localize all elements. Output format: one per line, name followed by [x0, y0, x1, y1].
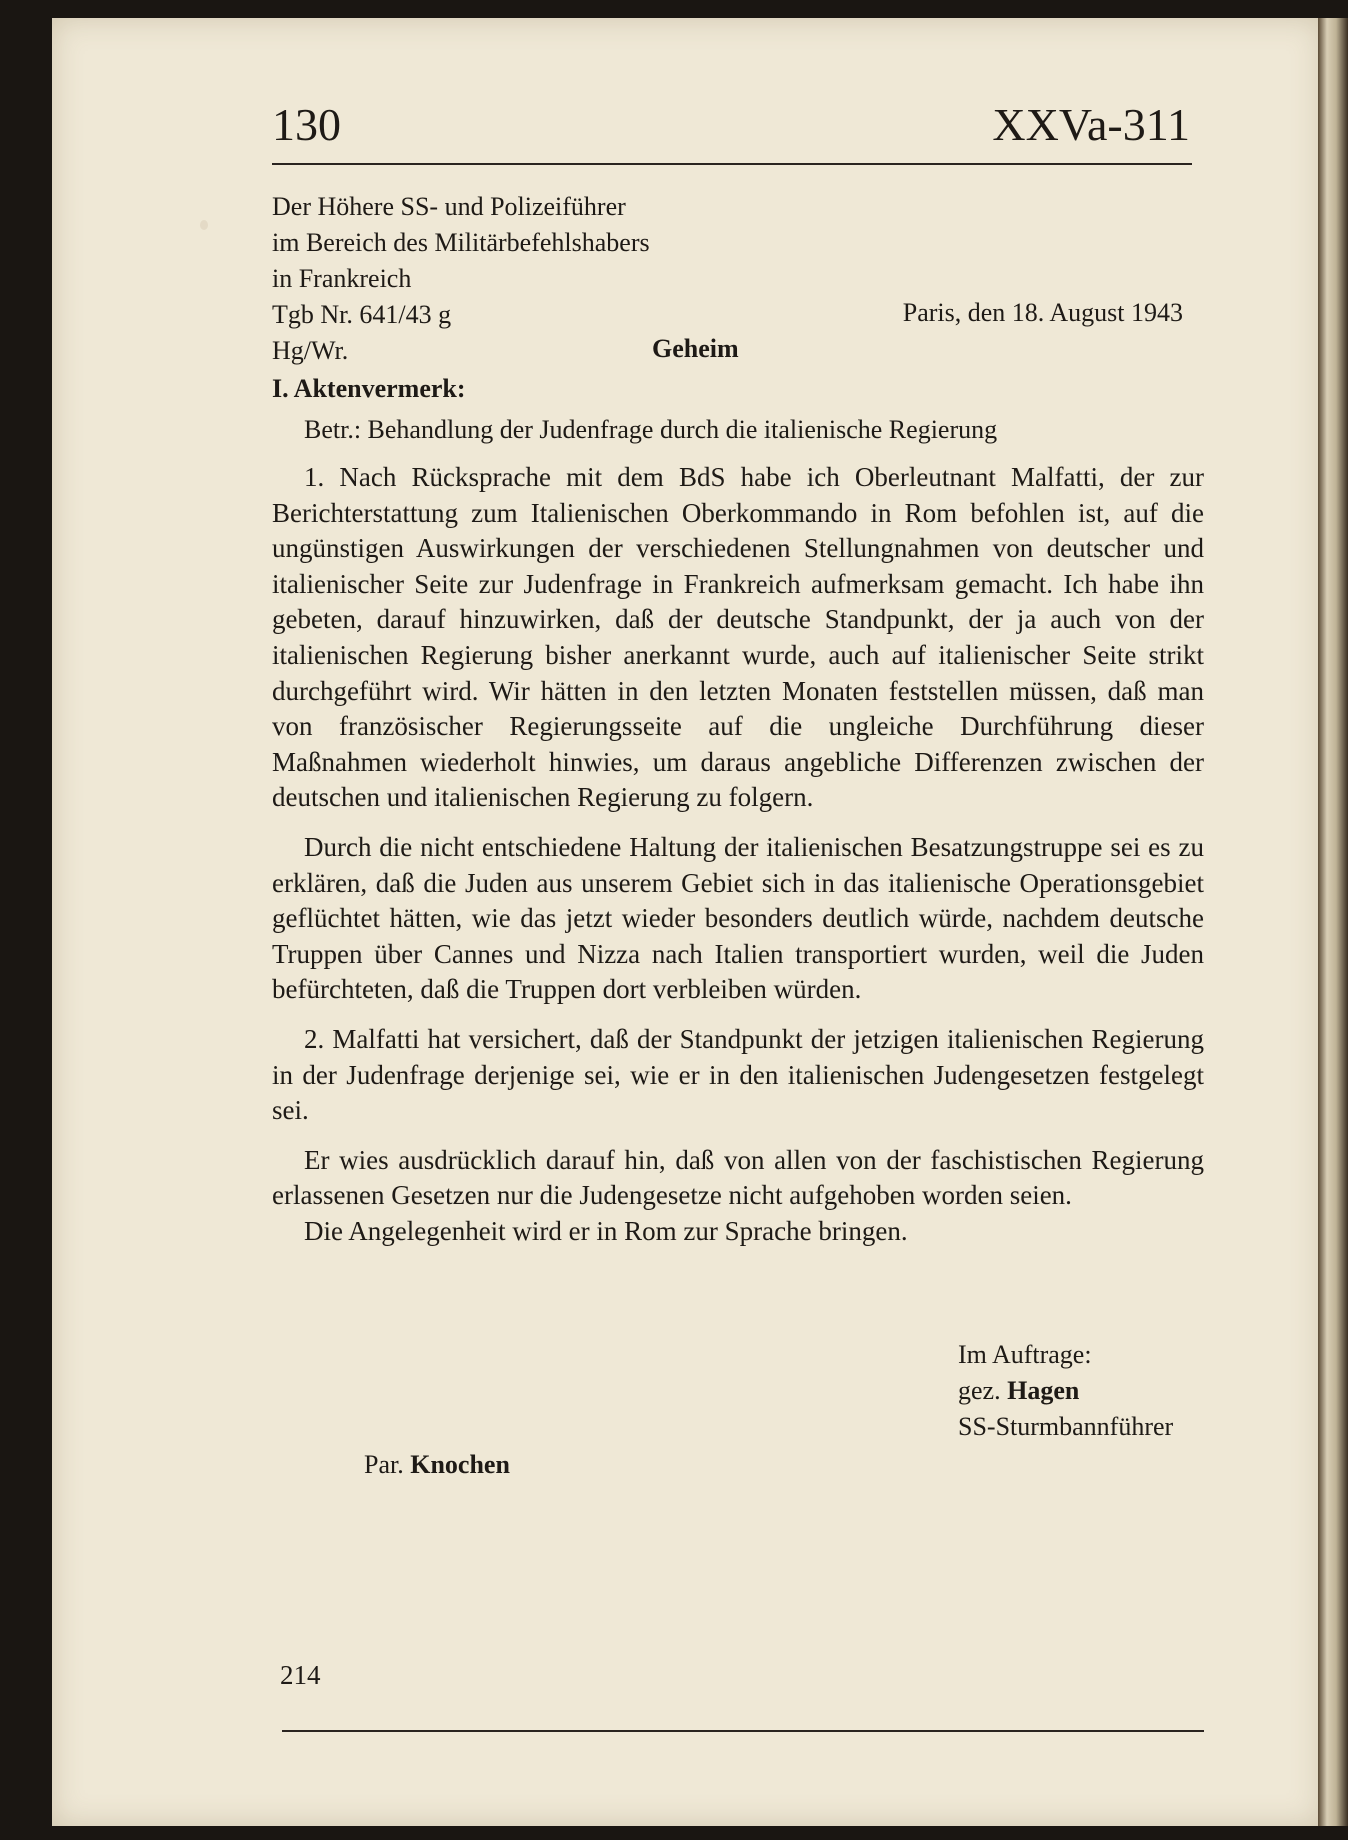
signature-im-auftrage: Im Auftrage: — [958, 1340, 1092, 1369]
signature-name-line — [958, 1374, 1079, 1408]
page-number-top: 130 — [272, 99, 341, 150]
letterhead-line-2: im Bereich des Militärbefehlshabers — [272, 228, 650, 257]
classification-stamp: Geheim — [652, 334, 739, 363]
paraphe-line — [364, 1448, 510, 1482]
signature-gez-prefix: gez. — [958, 1376, 1001, 1405]
place-date: Paris, den 18. August 1943 — [902, 298, 1183, 327]
footer-rule — [282, 1730, 1204, 1732]
book-page-edge — [1318, 18, 1348, 1826]
initials: Hg/Wr. — [272, 336, 349, 365]
paraphe-prefix: Par. — [364, 1450, 404, 1479]
document-reference: XXVa-311 — [992, 99, 1190, 150]
letterhead-line-3: in Frankreich — [272, 264, 412, 293]
paragraph-1: 1. Nach Rücksprache mit dem BdS habe ich Oberleutnant Malfatti, der zur Berichterstattung zum Italienischen Oberkommando in Rom befohlen ist, auf die ungünstigen Auswirkungen der verschiedenen Stellungnahmen von deutscher und italienischer Seite zur Judenfrage in Frankreich aufmerksam gemacht. Ich habe ihn gebeten, darauf hinzuwirken, daß der deutsche Standpunkt, der ja auch von der italienischen Regierung bisher anerkannt wurde, auch auf italienischer Seite strikt durchgeführt wird. Wir hätten in den letzten Monaten feststellen müssen, daß man von französischer Regierungsseite auf die ungleiche Durchführung dieser Maßnahmen wiederholt hinwies, um daraus angebliche Differenzen zwischen der deutschen und italienischen Regierung zu folgern. — [272, 462, 1204, 813]
header-rule — [272, 163, 1192, 165]
journal-number: Tgb Nr. 641/43 g — [272, 300, 452, 329]
page-number-bottom: 214 — [280, 1660, 321, 1690]
paper-speck — [200, 220, 208, 230]
memo-body — [272, 460, 1204, 1249]
memo-subject: Betr.: Behandlung der Judenfrage durch die italienische Regierung — [304, 415, 998, 444]
letterhead-line-1: Der Höhere SS- und Polizeiführer — [272, 192, 626, 221]
signature-rank: SS-Sturmbannführer — [958, 1412, 1174, 1441]
paragraph-2: Durch die nicht entschiedene Haltung der italienischen Besatzungstruppe sei es zu erklären, daß die Juden aus unserem Gebiet sich in das italienische Operationsgebiet geflüchtet hätten, wie das jetzt wieder besonders deutlich würde, nachdem deutsche Truppen über Cannes und Nizza nach Italien transportiert wurden, weil die Juden befürchteten, daß die Truppen dort verbleiben würden. — [272, 831, 1204, 1005]
paraphe-name: Knochen — [410, 1450, 510, 1479]
signature-name: Hagen — [1007, 1376, 1080, 1405]
paragraph-5: Die Angelegenheit wird er in Rom zur Sprache bringen. — [304, 1215, 908, 1246]
paragraph-3: 2. Malfatti hat versichert, daß der Standpunkt der jetzigen italienischen Regierung in der Judenfrage derjenige sei, wie er in den italienischen Judengesetzen festgelegt sei. — [272, 1023, 1204, 1126]
memo-heading: I. Aktenvermerk: — [272, 374, 466, 403]
paragraph-4: Er wies ausdrücklich darauf hin, daß von allen von der faschistischen Regierung erlassenen Gesetzen nur die Judengesetze nicht aufgehoben worden seien. — [272, 1144, 1204, 1211]
